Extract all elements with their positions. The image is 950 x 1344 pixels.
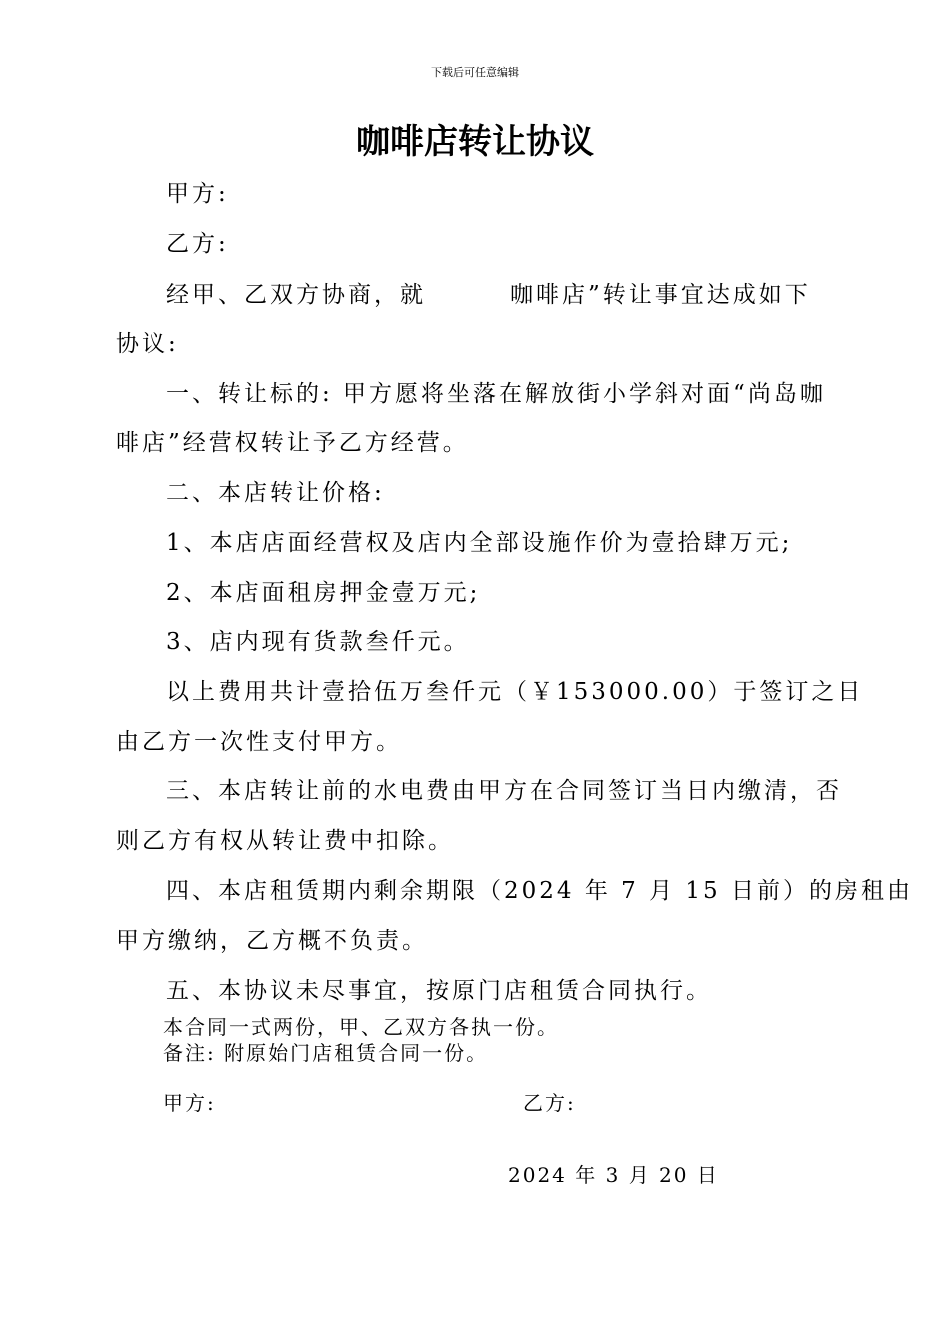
document-title: 咖啡店转让协议 — [356, 122, 594, 162]
remark: 备注: 附原始门店租赁合同一份。 — [163, 1041, 489, 1065]
clause1-line-1: 一、转让标的: 甲方愿将坐落在解放街小学斜对面“尚岛咖 — [166, 381, 826, 407]
sign-party-a: 甲方: — [163, 1091, 216, 1115]
clause2-item-1: 1、本店店面经营权及店内全部设施作价为壹拾肆万元; — [166, 530, 793, 556]
clause2-total-line-2: 由乙方一次性支付甲方。 — [116, 729, 402, 755]
clause2-item-2: 2、本店面租房押金壹万元; — [166, 580, 481, 606]
party-b-label: 乙方: — [166, 231, 229, 257]
clause4-line-1: 四、本店租赁期内剩余期限（2024 年 7 月 15 日前）的房租由 — [166, 878, 913, 904]
copies-note: 本合同一式两份，甲、乙双方各执一份。 — [163, 1015, 559, 1039]
clause5: 五、本协议未尽事宜，按原门店租赁合同执行。 — [166, 978, 712, 1004]
intro-line-2: 协议: — [116, 331, 179, 357]
sign-party-b: 乙方: — [523, 1091, 576, 1115]
intro-part-2: 咖啡店”转让事宜达成如下 — [510, 282, 811, 308]
clause4-line-2: 甲方缴纳，乙方概不负责。 — [116, 928, 428, 954]
clause1-line-2: 啡店”经营权转让予乙方经营。 — [116, 430, 469, 456]
clause3-line-2: 则乙方有权从转让费中扣除。 — [116, 828, 454, 854]
clause3-line-1: 三、本店转让前的水电费由甲方在合同签订当日内缴清，否 — [166, 778, 842, 804]
clause2-heading: 二、本店转让价格: — [166, 480, 385, 506]
clause2-item-3: 3、店内现有货款叁仟元。 — [166, 629, 470, 655]
page-header: 下载后可任意编辑 — [431, 66, 519, 79]
intro-part-1: 经甲、乙双方协商，就 — [166, 282, 426, 308]
party-a-label: 甲方: — [166, 181, 229, 207]
sign-date: 2024 年 3 月 20 日 — [508, 1163, 719, 1187]
clause2-total-line-1: 以上费用共计壹拾伍万叁仟元（￥153000.00）于签订之日 — [166, 679, 864, 705]
intro-line-1 — [166, 280, 811, 310]
